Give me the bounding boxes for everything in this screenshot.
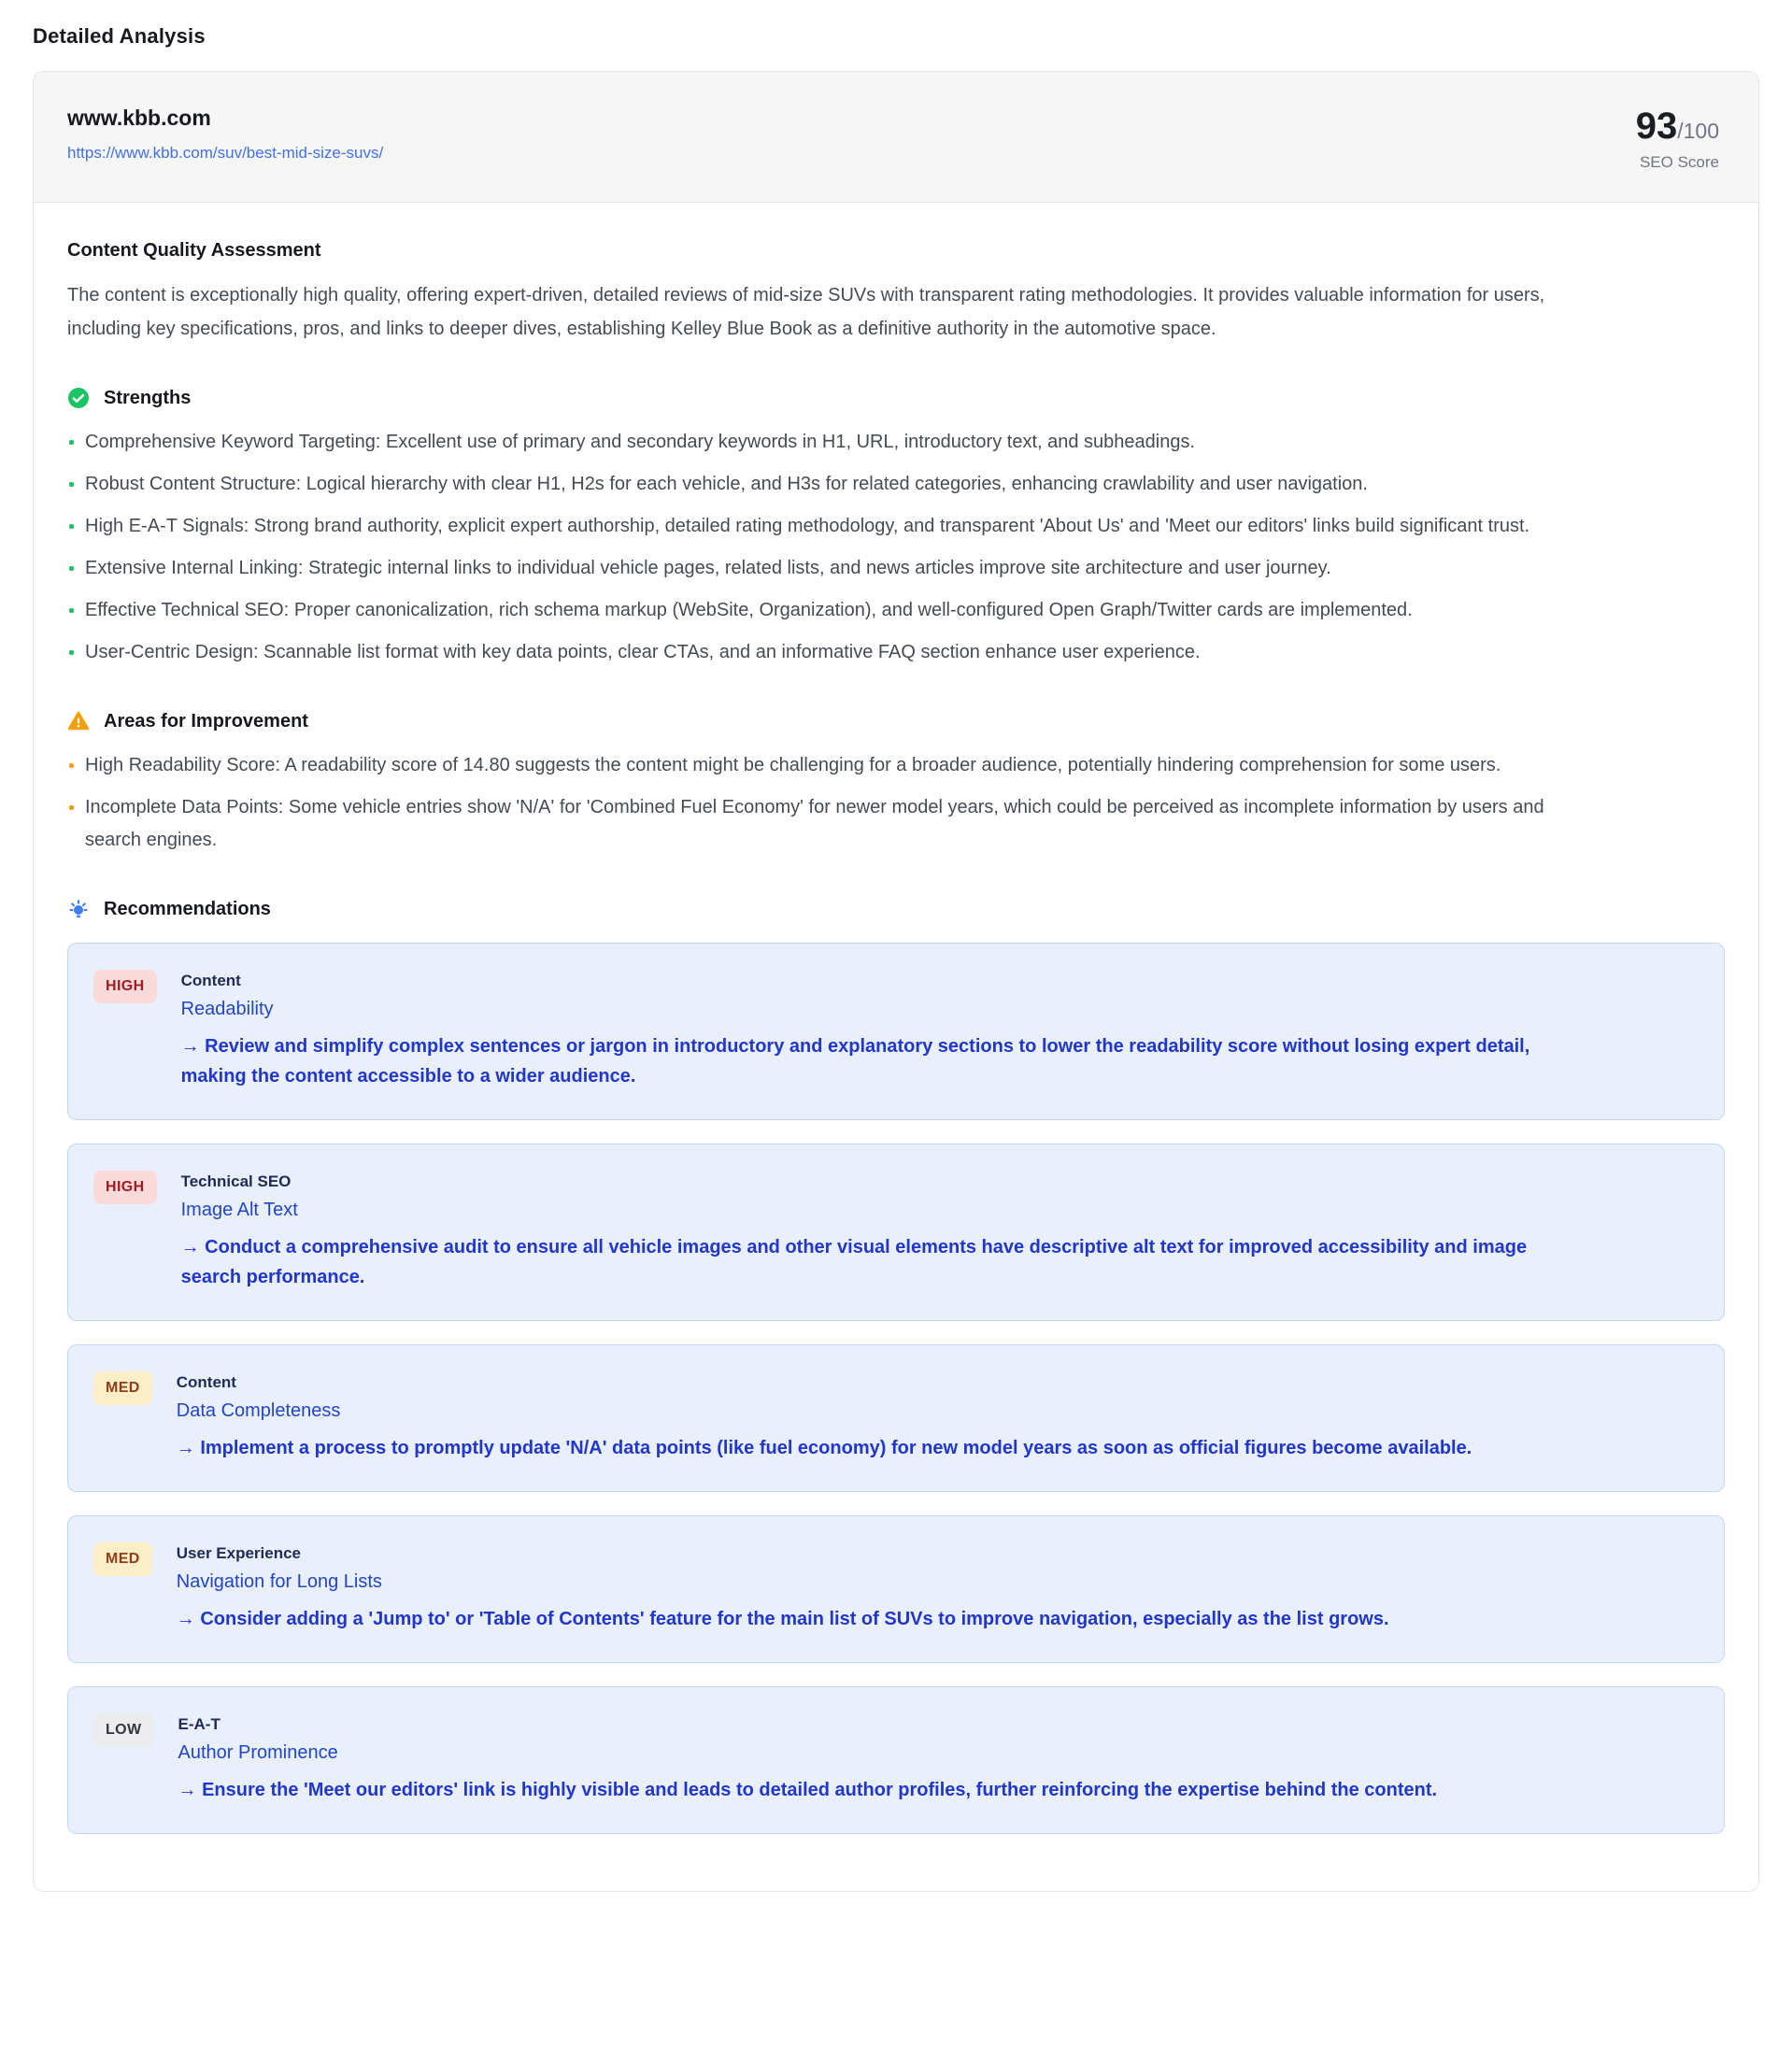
analysis-card <box>33 71 1759 1892</box>
lightbulb-icon <box>67 898 90 920</box>
strengths-heading: Strengths <box>104 387 192 408</box>
strength-item-text: Comprehensive Keyword Targeting: Excellent use of primary and secondary keywords in H1, URL, introductory text, and subheadings. <box>85 432 1196 452</box>
recommendation-card <box>67 1344 1725 1492</box>
assessment-heading: Content Quality Assessment <box>67 240 321 261</box>
recommendation-action: → Review and simplify complex sentences or jargon in introductory and explanatory sections to lower the readability score without losing expert detail, making the content accessible to a wider audience. <box>180 1036 1530 1087</box>
strength-item <box>69 510 1592 543</box>
strength-item-text: Robust Content Structure: Logical hierarchy with clear H1, H2s for each vehicle, and H3s for related categories, enhancing crawlability and user navigation. <box>85 474 1368 494</box>
priority-badge: HIGH <box>93 1171 157 1204</box>
page-title: Detailed Analysis <box>33 24 206 48</box>
recommendation-content <box>181 970 1592 1091</box>
priority-badge: HIGH <box>93 970 157 1003</box>
improvements-heading: Areas for Improvement <box>104 710 308 732</box>
seo-score-max: /100 <box>1677 119 1719 143</box>
recommendation-category: Technical SEO <box>180 1172 292 1190</box>
recommendation-card <box>67 1144 1725 1321</box>
improvement-item <box>69 749 1592 782</box>
recommendation-category: User Experience <box>176 1544 302 1562</box>
strength-item-text: Extensive Internal Linking: Strategic internal links to individual vehicle pages, related lists, and news articles improve site architecture and user journey. <box>85 558 1331 578</box>
strength-item <box>69 552 1592 585</box>
check-circle-icon <box>67 387 90 409</box>
recommendation-title: Author Prominence <box>178 1742 338 1763</box>
priority-badge: MED <box>93 1371 152 1405</box>
improvement-item-text: High Readability Score: A readability score of 14.80 suggests the content might be challenging for a broader audience, potentially hindering comprehension for some users. <box>85 755 1501 775</box>
strength-item <box>69 468 1592 501</box>
recommendation-action: → Conduct a comprehensive audit to ensure all vehicle images and other visual elements have descriptive alt text for improved accessibility and image search performance. <box>180 1237 1528 1287</box>
site-domain: www.kbb.com <box>67 106 211 130</box>
recommendation-action: → Consider adding a 'Jump to' or 'Table of Contents' feature for the main list of SUVs to improve navigation, especially as the list grows. <box>176 1609 1389 1629</box>
seo-score-block <box>1636 106 1719 172</box>
recommendation-category: Content <box>176 1373 236 1391</box>
recommendation-card <box>67 1515 1725 1663</box>
improvement-item-text: Incomplete Data Points: Some vehicle entries show 'N/A' for 'Combined Fuel Economy' for newer model years, which could be perceived as incomplete information by users and search engines. <box>85 797 1544 850</box>
strength-item-text: Effective Technical SEO: Proper canonicalization, rich schema markup (WebSite, Organization), and well-configured Open Graph/Twitter cards are implemented. <box>85 600 1413 620</box>
recommendations-heading: Recommendations <box>104 898 271 919</box>
site-header <box>34 72 1758 203</box>
recommendation-content <box>177 1371 1472 1463</box>
priority-badge: MED <box>93 1542 152 1576</box>
recommendation-title: Readability <box>180 999 274 1019</box>
recommendation-content <box>178 1713 1438 1805</box>
recommendation-category: Content <box>180 972 241 989</box>
site-url-link[interactable]: https://www.kbb.com/suv/best-mid-size-suvs/ <box>67 144 384 162</box>
recommendation-card <box>67 1686 1725 1834</box>
recommendation-action: → Ensure the 'Meet our editors' link is highly visible and leads to detailed author profiles, further reinforcing the expertise behind the content. <box>178 1780 1438 1800</box>
recommendation-content <box>177 1542 1389 1634</box>
improvement-item <box>69 791 1592 857</box>
strength-item-text: High E-A-T Signals: Strong brand authority, explicit expert authorship, detailed rating methodology, and transparent 'About Us' and 'Meet our editors' links build significant trust. <box>85 516 1530 536</box>
strength-item-text: User-Centric Design: Scannable list format with key data points, clear CTAs, and an informative FAQ section enhance user experience. <box>85 642 1201 662</box>
seo-score-label: SEO Score <box>1639 153 1719 171</box>
assessment-text: The content is exceptionally high quality, offering expert-driven, detailed reviews of mid-size SUVs with transparent rating methodologies. It provides valuable information for users, including key specifications, pros, and links to deeper dives, establishing Kelley Blue Book as a definitive authority in the automotive space. <box>67 285 1545 339</box>
analysis-body <box>34 203 1758 1891</box>
strengths-list <box>67 426 1725 669</box>
recommendation-category: E-A-T <box>178 1715 220 1733</box>
recommendation-title: Image Alt Text <box>180 1200 298 1220</box>
recommendation-title: Navigation for Long Lists <box>176 1571 382 1592</box>
seo-score-value: 93 <box>1635 106 1678 147</box>
improvements-list <box>67 749 1725 857</box>
recommendation-action: → Implement a process to promptly update 'N/A' data points (like fuel economy) for new model years as soon as official figures become available. <box>176 1438 1472 1458</box>
recommendation-content <box>181 1171 1592 1292</box>
site-info <box>67 106 383 163</box>
improvements-header <box>67 710 1725 732</box>
strength-item <box>69 426 1592 459</box>
warning-triangle-icon <box>67 710 90 732</box>
strength-item <box>69 594 1592 627</box>
recommendation-card <box>67 943 1725 1120</box>
recommendations-header <box>67 898 1725 920</box>
recommendation-title: Data Completeness <box>176 1400 341 1421</box>
priority-badge: LOW <box>93 1713 154 1747</box>
strengths-header <box>67 387 1725 409</box>
strength-item <box>69 636 1592 669</box>
recommendations-list <box>67 943 1725 1834</box>
